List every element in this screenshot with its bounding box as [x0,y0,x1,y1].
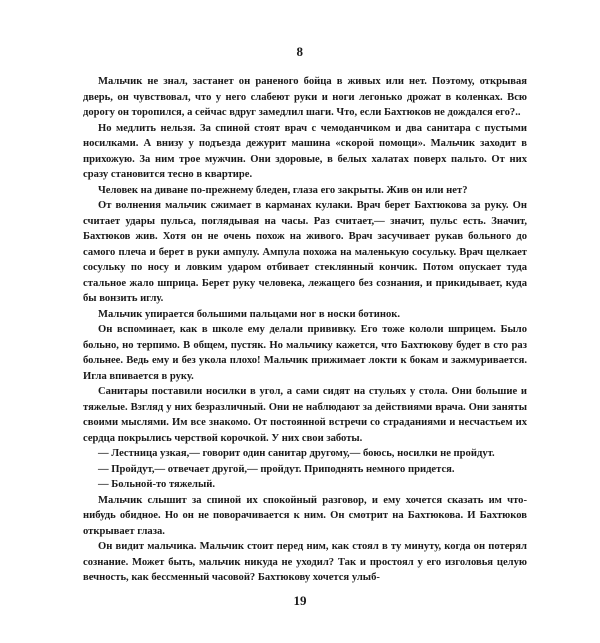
paragraph: Человек на диване по-прежнему бледен, глаза его закрыты. Жив он или нет? [98,184,468,196]
paragraph: Санитары поставили носилки в угол, а сами сидят на стульях у стола. Они большие и тяжелые. Взгляд у них безразличный. Они не наблюдают за действиями врача. Они заняты своими мыслями. Им все знакомо. От постоянной встречи со страданиями и несчастьем их сердца покрылись черствой корочкой. У них свои заботы. [83,386,527,444]
body-text [83,74,527,586]
dialogue-line: — Пройдут,— отвечает другой,— пройдут. Приподнять немного придется. [98,463,455,475]
paragraph: Мальчик слышит за спиной их спокойный разговор, и ему хочется сказать им что-нибудь обидное. Но он не поворачивается к ним. Он смотрит на Бахтюкова. И Бахтюков открывает глаза. [83,494,527,537]
chapter-number: 8 [296,44,304,59]
paragraph: Мальчик не знал, застанет он раненого бойца в живых или нет. Поэтому, открывая дверь, он чувствовал, что у него слабеют руки и ноги легонько дрожат в коленках. Всю дорогу он торопился, а сейчас вдруг замедлил шаги. Что, если Бахтюков не дождался его?.. [83,76,527,118]
paragraph: Но медлить нельзя. За спиной стоят врач с чемоданчиком и два санитара с пустыми носилками. А внизу у подъезда дежурит машина «скорой помощи». Мальчик заходит в прихожую. За ним трое мужчин. Они здоровые, в белых халатах поверх пальто. От них сразу становится тесно в квартире. [83,122,527,180]
paragraph: Он вспоминает, как в школе ему делали прививку. Его тоже кололи шприцем. Было больно, но терпимо. В общем, пустяк. Но мальчику кажется, что Бахтюкову будет в сто раз больнее. Ведь ему и без укола плохо! Мальчик прижимает локти к бокам и зажмуривается. Игла впивается в руку. [83,324,527,382]
paragraph: Он видит мальчика. Мальчик стоит перед ним, как стоял в ту минуту, когда он потерял сознание. Может быть, мальчик никуда не уходил? Так и простоял у его изголовья целую вечность, как бессменный часовой? Бахтюкову хочется улыб- [83,541,527,583]
paragraph: Мальчик упирается большими пальцами ног в носки ботинок. [98,308,401,320]
paragraph: От волнения мальчик сжимает в карманах кулаки. Врач берет Бахтюкова за руку. Он считает удары пульса, поглядывая на часы. Раз считает,— значит, пульс есть. Значит, Бахтюков жив. Хотя он не очень похож на живого. Врач засучивает рукав больного до самого плеча и берет в руки ампулу. Ампула похожа на маленькую сосульку. Врач щелкает сосульку по носу и ловким ударом отбивает стеклянный кончик. Потом опускает туда стальное жало шприца. Берет руку человека, лежащего без сознания, и прикидывает, куда бы вонзить иглу. [83,200,527,304]
dialogue-line: — Лестница узкая,— говорит один санитар другому,— боюсь, носилки не пройдут. [98,448,495,459]
dialogue-line: — Больной-то тяжелый. [98,479,215,490]
page-number: 19 [293,593,307,608]
